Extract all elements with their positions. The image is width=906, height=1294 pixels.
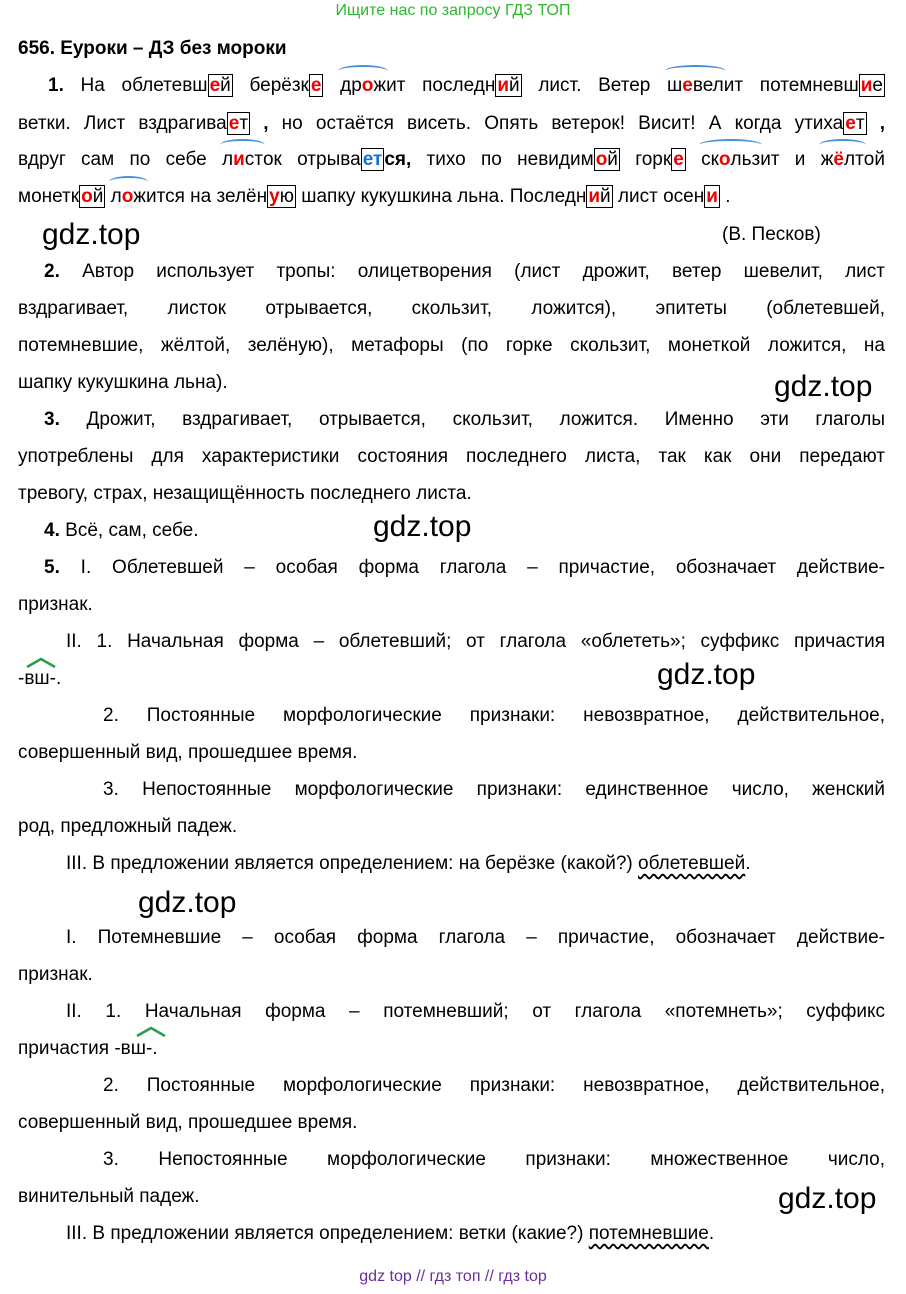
ex5-a-line-9: III. В предложении является определением: на берёзке (какой?) облетевшей.: [66, 853, 751, 874]
ex1-line-1: 1. На облетевш ей берёзк е дрожит последн ий лист. Ветер шевелит потемневш ие: [48, 75, 883, 96]
ex2-num: 2.: [44, 261, 60, 282]
watermark-5: gdz.top: [138, 886, 237, 919]
footer-links[interactable]: gdz top // гдз топ // гдз top: [359, 1268, 547, 1285]
ex2-line-2: вздрагивает, листок отрывается, скользит, ложится), эпитеты (облетевшей,: [18, 298, 885, 319]
ex5-b-line-5: 2. Постоянные морфологические признаки: невозвратное, действительное,: [103, 1075, 885, 1096]
watermark-2: gdz.top: [774, 370, 873, 403]
watermark-4: gdz.top: [657, 658, 756, 691]
ex5-b-line-6: совершенный вид, прошедшее время.: [18, 1112, 358, 1133]
ex4-num: 4.: [44, 520, 60, 541]
ex5-b-line-2: признак.: [18, 964, 93, 985]
underlined-word-1: облетевшей: [638, 853, 746, 874]
ex3-line-2: употреблены для характеристики состояния последнего листа, так как они передают: [18, 446, 885, 467]
ex5-a-line-5: 2. Постоянные морфологические признаки: невозвратное, действительное,: [103, 705, 885, 726]
ex1-line-3: вдруг сам по себе листок отрыва ет ся, тихо по невидим ой горк е скользит и жёлтой: [18, 149, 885, 170]
ex5-b-line-7: 3. Непостоянные морфологические признаки: множественное число,: [103, 1149, 885, 1170]
ex1-line-2: ветки. Лист вздрагива ет , но остаётся висеть. Опять ветерок! Висит! А когда утиха ет ,: [18, 113, 885, 134]
suffix-mark-2: [134, 1026, 168, 1038]
ex4-line: 4. Всё, сам, себе.: [44, 520, 199, 541]
ex3-line-3: тревогу, страх, незащищённость последнего листа.: [18, 483, 472, 504]
ex3-num: 3.: [44, 409, 60, 430]
ex2-line-3: потемневшие, жёлтой, зелёную), метафоры (по горке скользит, монеткой ложится, на: [18, 335, 885, 356]
ex3-line-1: 3. Дрожит, вздрагивает, отрывается, скользит, ложится. Именно эти глаголы: [44, 409, 886, 430]
ex2-line-4: шапку кукушкина льна).: [18, 372, 228, 393]
ex5-a-line-8: род, предложный падеж.: [18, 816, 238, 837]
ex5-a-line-2: признак.: [18, 594, 93, 615]
task-title: 656. Еуроки – ДЗ без мороки: [18, 38, 287, 59]
ex1-line-4: монетк ой ложится на зелён ую шапку кукушкина льна. Последн ий лист осен и .: [18, 186, 731, 207]
underlined-word-2: потемневшие: [588, 1223, 709, 1244]
watermark-6: gdz.top: [778, 1182, 877, 1215]
ex5-b-line-4: причастия -вш-.: [18, 1038, 158, 1059]
ex5-a-line-4: -вш-.: [18, 668, 62, 689]
ex5-b-line-8: винительный падеж.: [18, 1186, 200, 1207]
top-banner[interactable]: Ищите нас по запросу ГДЗ ТОП: [335, 2, 571, 19]
ex1-author: (В. Песков): [722, 224, 821, 245]
watermark-3: gdz.top: [373, 510, 472, 543]
ex5-a-line-3: II. 1. Начальная форма – облетевший; от глагола «облететь»; суффикс причастия: [66, 631, 885, 652]
ex5-b-line-9: III. В предложении является определением: ветки (какие?) потемневшие.: [66, 1223, 715, 1244]
ex5-b-line-3: II. 1. Начальная форма – потемневший; от глагола «потемнеть»; суффикс: [66, 1001, 885, 1022]
ex5-a-line-1: 5. I. Облетевшей – особая форма глагола – причастие, обозначает действие-: [44, 557, 885, 578]
ex5-a-line-7: 3. Непостоянные морфологические признаки: единственное число, женский: [103, 779, 885, 800]
ex5-b-line-1: I. Потемневшие – особая форма глагола – причастие, обозначает действие-: [66, 927, 885, 948]
watermark-1: gdz.top: [42, 218, 141, 251]
suffix-mark-1: [24, 657, 58, 669]
ex5-a-line-6: совершенный вид, прошедшее время.: [18, 742, 358, 763]
ex5-num: 5.: [44, 557, 60, 578]
ex2-line-1: 2. Автор использует тропы: олицетворения (лист дрожит, ветер шевелит, лист: [44, 261, 885, 282]
